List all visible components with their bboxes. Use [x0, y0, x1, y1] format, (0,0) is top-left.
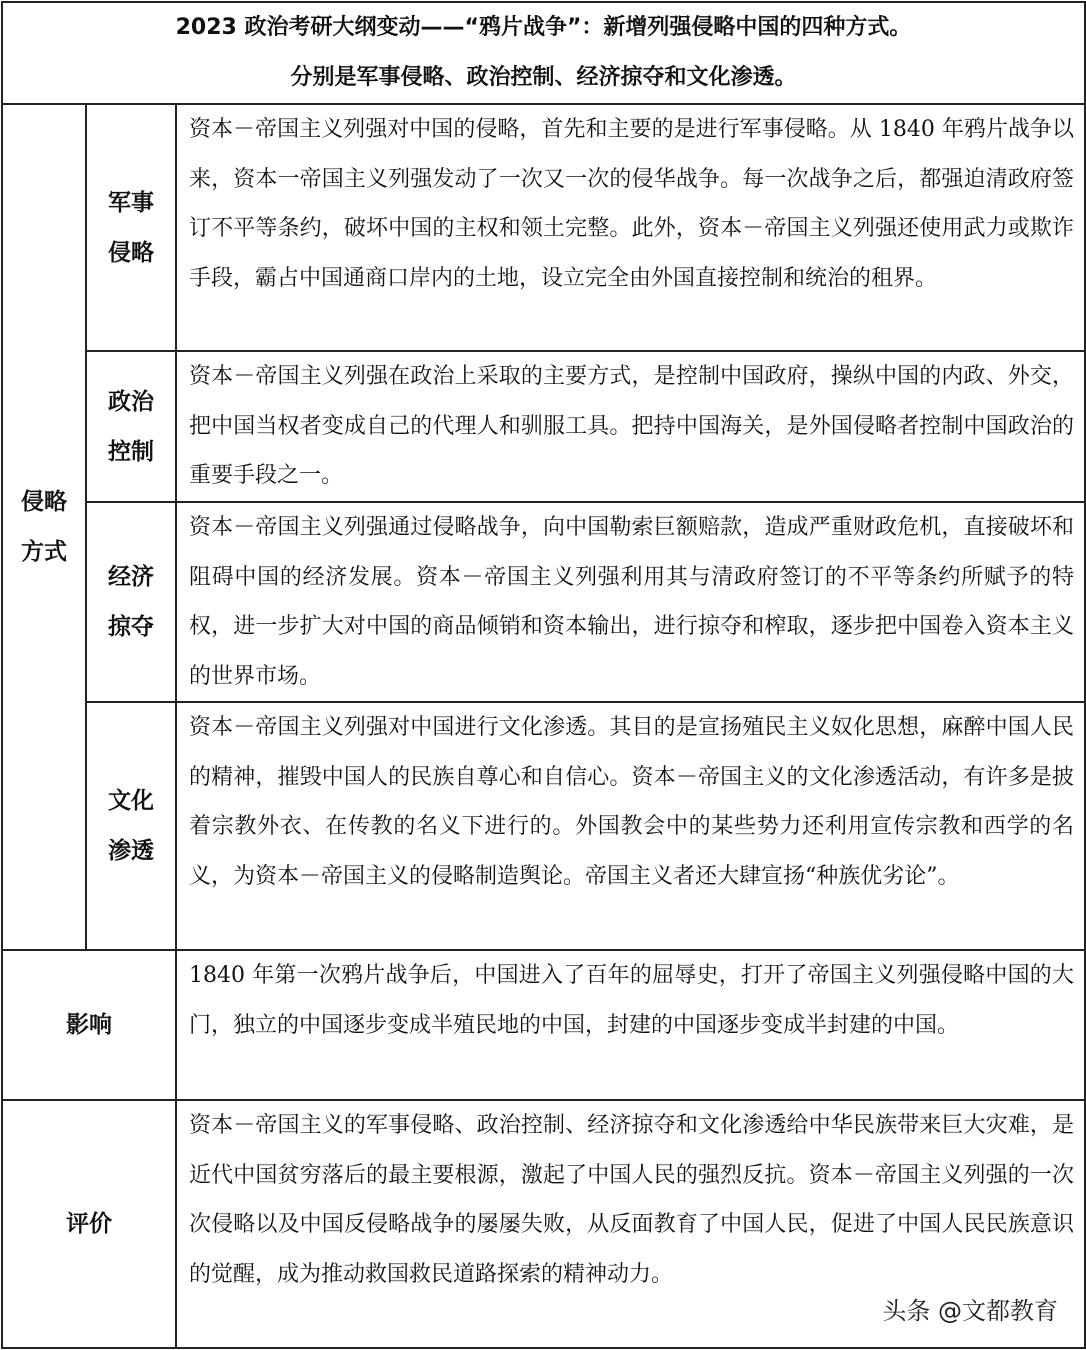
label-economic: 经济掠夺: [86, 502, 176, 702]
text-economic: 资本－帝国主义列强通过侵略战争，向中国勒索巨额赔款，造成严重财政危机，直接破坏和阻碍中国的经济发展。资本－帝国主义列强利用其与清政府签订的不平等条约所赋予的特权，进一步扩大对中国的商品倾销和资本输出，进行掠夺和榨取，逐步把中国卷入资本主义的世界市场。: [176, 502, 1085, 702]
title-cell: [2, 2, 1085, 104]
row-economic-plunder: [2, 502, 1085, 702]
label-evaluation: 评价: [2, 1100, 176, 1348]
text-evaluation: 资本－帝国主义的军事侵略、政治控制、经济掠夺和文化渗透给中华民族带来巨大灾难，是近代中国贫穷落后的最主要根源，激起了中国人民的强烈反抗。资本－帝国主义列强的一次次侵略以及中国反侵略战争的屡屡失败，从反面教育了中国人民，促进了中国人民民族意识的觉醒，成为推动救国救民道路探索的精神动力。: [176, 1100, 1085, 1348]
text-military: 资本－帝国主义列强对中国的侵略，首先和主要的是进行军事侵略。从 1840 年鸦片战争以来，资本一帝国主义列强发动了一次又一次的侵华战争。每一次战争之后，都强迫清政府签订不平等条约，破坏中国的主权和领土完整。此外，资本－帝国主义列强还使用武力或欺诈手段，霸占中国通商口岸内的土地，设立完全由外国直接控制和统治的租界。: [176, 104, 1085, 351]
label-military: 军事侵略: [86, 104, 176, 351]
category-label: 侵略方式: [21, 489, 67, 565]
row-military-aggression: [2, 104, 1085, 351]
text-cultural: 资本－帝国主义列强对中国进行文化渗透。其目的是宣扬殖民主义奴化思想，麻醉中国人民的精神，摧毁中国人的民族自尊心和自信心。资本－帝国主义的文化渗透活动，有许多是披着宗教外衣、在传教的名义下进行的。外国教会中的某些势力还利用宣传宗教和西学的名义，为资本－帝国主义的侵略制造舆论。帝国主义者还大肆宣扬“种族优劣论”。: [176, 702, 1085, 950]
text-impact: 1840 年第一次鸦片战争后，中国进入了百年的屈辱史，打开了帝国主义列强侵略中国的大门，独立的中国逐步变成半殖民地的中国，封建的中国逐步变成半封建的中国。: [176, 950, 1085, 1100]
text-political: 资本－帝国主义列强在政治上采取的主要方式，是控制中国政府，操纵中国的内政、外交，把中国当权者变成自己的代理人和驯服工具。把持中国海关，是外国侵略者控制中国政治的重要手段之一。: [176, 351, 1085, 502]
label-cultural: 文化渗透: [86, 702, 176, 950]
title-row: [2, 2, 1085, 104]
label-political: 政治控制: [86, 351, 176, 502]
category-aggression-methods: [2, 104, 86, 950]
row-impact: [2, 950, 1085, 1100]
title-line-1: 2023 政治考研大纲变动——“鸦片战争”：新增列强侵略中国的四种方式。: [175, 15, 912, 40]
row-political-control: [2, 351, 1085, 502]
watermark: 头条 @文都教育: [878, 1291, 1062, 1326]
title-line-2: 分别是军事侵略、政治控制、经济掠夺和文化渗透。: [290, 65, 797, 90]
label-impact: 影响: [2, 950, 176, 1100]
outline-table: [1, 1, 1086, 1349]
row-cultural-infiltration: [2, 702, 1085, 950]
